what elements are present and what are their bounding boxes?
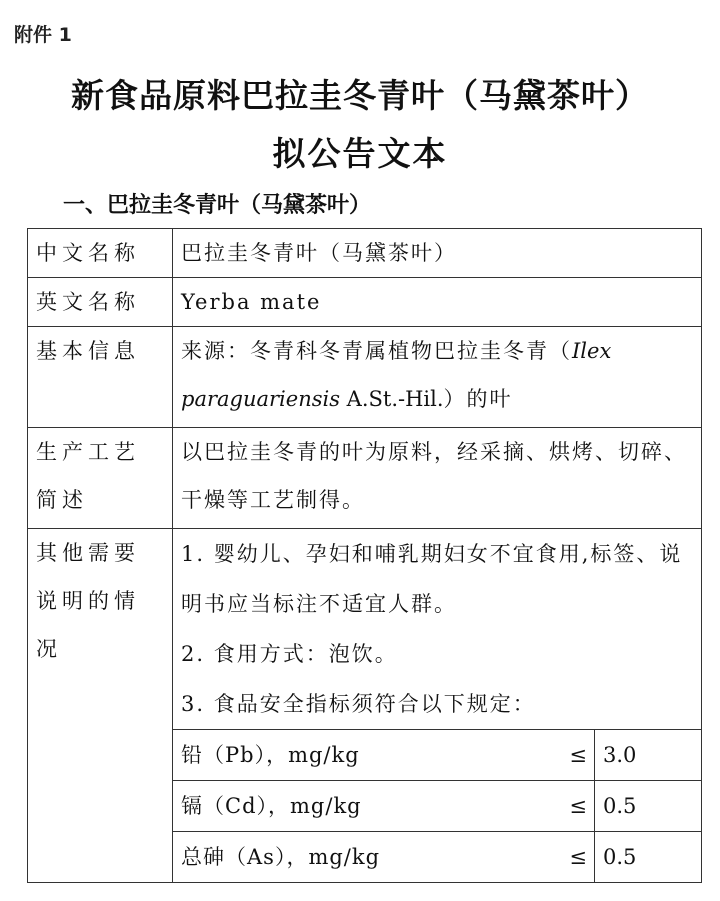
source-prefix: 来源：冬青科冬青属植物巴拉圭冬青（ bbox=[181, 339, 572, 363]
other-item-1: 1. 婴幼儿、孕妇和哺乳期妇女不宜食用,标签、说明书应当标注不适宜人群。 bbox=[181, 542, 683, 616]
table-row bbox=[28, 529, 702, 883]
limit-name: 铅（Pb），mg/kg bbox=[173, 730, 560, 781]
limit-name: 镉（Cd），mg/kg bbox=[173, 781, 560, 832]
latin-genus: Ilex bbox=[572, 339, 612, 363]
limit-name: 总砷（As），mg/kg bbox=[173, 832, 560, 883]
document-title: 新食品原料巴拉圭冬青叶（马黛茶叶） bbox=[71, 76, 649, 115]
table-row bbox=[28, 428, 702, 529]
table-row bbox=[28, 278, 702, 327]
source-suffix: ）的叶 bbox=[443, 387, 513, 411]
section-heading: 一、巴拉圭冬青叶（马黛茶叶） bbox=[63, 193, 372, 218]
limit-value: 3.0 bbox=[595, 730, 702, 781]
info-table bbox=[27, 228, 702, 883]
other-item-2: 2. 食用方式：泡饮。 bbox=[181, 642, 398, 666]
table-row bbox=[28, 229, 702, 278]
chinese-name-value: 巴拉圭冬青叶（马黛茶叶） bbox=[173, 229, 702, 278]
basic-info-value bbox=[173, 327, 702, 428]
attachment-label: 附件 1 bbox=[14, 24, 72, 46]
limit-operator: ≤ bbox=[560, 781, 595, 832]
other-item-3: 3. 食品安全指标须符合以下规定： bbox=[181, 692, 536, 716]
other-value bbox=[173, 529, 702, 883]
table-row bbox=[28, 327, 702, 428]
limit-operator: ≤ bbox=[560, 730, 595, 781]
english-name-value: Yerba mate bbox=[173, 278, 702, 327]
row-label-basic-info: 基本信息 bbox=[28, 327, 173, 428]
row-label-process: 生产工艺简述 bbox=[28, 428, 173, 529]
limit-value: 0.5 bbox=[595, 781, 702, 832]
limit-value: 0.5 bbox=[595, 832, 702, 883]
limit-row bbox=[173, 781, 701, 832]
limit-row bbox=[173, 832, 701, 883]
document-subtitle: 拟公告文本 bbox=[272, 134, 448, 173]
limits-table bbox=[173, 729, 701, 882]
limit-operator: ≤ bbox=[560, 832, 595, 883]
row-label-english-name: 英文名称 bbox=[28, 278, 173, 327]
process-value: 以巴拉圭冬青的叶为原料，经采摘、烘烤、切碎、干燥等工艺制得。 bbox=[173, 428, 702, 529]
latin-authority: A.St.-Hil. bbox=[340, 387, 444, 411]
latin-species: paraguariensis bbox=[181, 387, 340, 411]
row-label-other: 其他需要说明的情况 bbox=[28, 529, 173, 883]
row-label-chinese-name: 中文名称 bbox=[28, 229, 173, 278]
limit-row bbox=[173, 730, 701, 781]
